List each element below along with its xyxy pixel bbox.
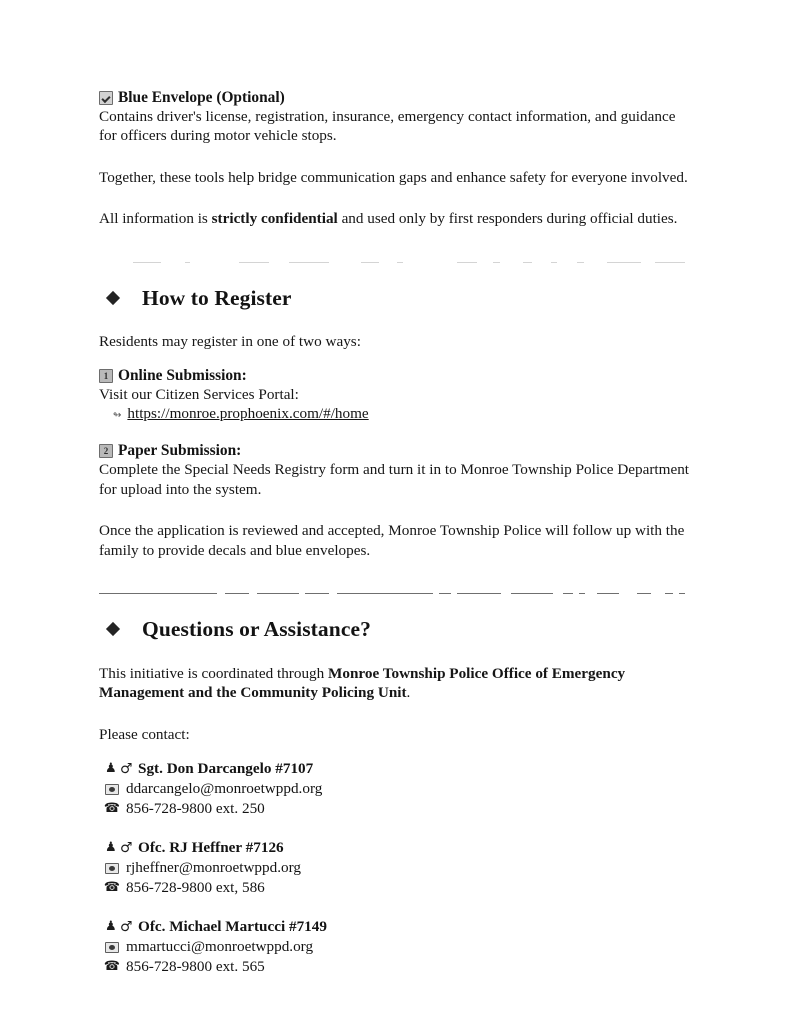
questions-heading	[99, 616, 691, 642]
please-contact-label: Please contact:	[99, 725, 190, 743]
police-officer-icon: ♟	[105, 761, 117, 777]
contact-email[interactable]: mmartucci@monroetwppd.org	[126, 938, 314, 956]
email-icon	[105, 784, 119, 795]
police-officer-icon: ♟	[105, 840, 117, 856]
contact-email[interactable]: rjheffner@monroetwppd.org	[126, 859, 301, 877]
police-officer-icon: ♟	[105, 919, 117, 935]
male-symbol-icon: ♂	[120, 840, 133, 857]
paper-submission-body: Complete the Special Needs Registry form and turn it in to Monroe Township Police Department for upload into the system.	[99, 461, 690, 498]
contact-phone-row[interactable]	[105, 957, 691, 977]
paper-submission-heading	[99, 441, 691, 460]
online-submission-heading	[99, 366, 691, 385]
monitor-icon: 1	[99, 369, 113, 383]
contact-name: Ofc. Michael Martucci #7149	[138, 918, 327, 936]
contact-name: Ofc. RJ Heffner #7126	[138, 839, 284, 857]
email-icon	[105, 942, 119, 953]
online-submission-heading-label: Online Submission:	[118, 367, 247, 385]
coordinated-paragraph	[99, 664, 691, 703]
section-divider-top	[99, 259, 691, 267]
contact-name-row	[105, 759, 691, 779]
contact-phone[interactable]: 856-728-9800 ext, 586	[126, 879, 265, 897]
contact-name: Sgt. Don Darcangelo #7107	[138, 760, 314, 778]
how-to-register-heading	[99, 285, 691, 311]
how-to-register-heading-label: How to Register	[142, 285, 292, 310]
email-icon	[105, 863, 119, 874]
coordinated-suffix: .	[406, 684, 411, 702]
contact-email-row[interactable]	[105, 779, 691, 799]
confidential-prefix: All information is	[99, 210, 212, 228]
portal-link-line[interactable]	[113, 404, 691, 426]
diamond-bullet-icon	[106, 291, 120, 305]
document-content	[99, 88, 691, 977]
contact-phone[interactable]: 856-728-9800 ext. 565	[126, 958, 265, 976]
phone-icon: ☎	[103, 801, 120, 817]
phone-icon: ☎	[103, 959, 120, 975]
online-submission-body: Visit our Citizen Services Portal:	[99, 386, 299, 404]
contact-email-row[interactable]	[105, 937, 691, 957]
checkbox-checked-icon	[99, 91, 113, 105]
register-intro: Residents may register in one of two ways:	[99, 332, 361, 350]
contact-phone-row[interactable]	[105, 878, 691, 898]
blue-envelope-heading	[99, 88, 691, 107]
link-icon: ↬	[113, 410, 122, 422]
section-divider-bottom	[99, 590, 691, 598]
together-paragraph: Together, these tools help bridge communication gaps and enhance safety for everyone involved.	[99, 168, 688, 186]
coordinated-bold: Monroe Township Police Office of Emergency Management and the Community Policing Unit	[99, 665, 626, 702]
coordinated-prefix: This initiative is coordinated through	[99, 665, 329, 683]
confidential-suffix: and used only by first responders during official duties.	[337, 210, 678, 228]
document-icon: 2	[99, 444, 113, 458]
male-symbol-icon: ♂	[120, 919, 133, 936]
contact-card	[99, 838, 691, 898]
contact-name-row	[105, 838, 691, 858]
male-symbol-icon: ♂	[120, 761, 133, 778]
confidential-paragraph	[99, 209, 691, 228]
questions-heading-label: Questions or Assistance?	[142, 617, 371, 642]
confidential-bold: strictly confidential	[211, 210, 338, 228]
citizen-services-portal-url[interactable]: https://monroe.prophoenix.com/#/home	[127, 405, 369, 423]
phone-icon: ☎	[103, 880, 120, 896]
contact-email-row[interactable]	[105, 858, 691, 878]
followup-paragraph: Once the application is reviewed and accepted, Monroe Township Police will follow up with the family to provide decals and blue envelopes.	[99, 522, 685, 559]
blue-envelope-heading-label: Blue Envelope (Optional)	[118, 89, 285, 106]
contact-email[interactable]: ddarcangelo@monroetwppd.org	[126, 780, 323, 798]
diamond-bullet-icon	[106, 622, 120, 636]
contact-phone-row[interactable]	[105, 799, 691, 819]
contact-card	[99, 917, 691, 977]
contact-name-row	[105, 917, 691, 937]
blue-envelope-body: Contains driver's license, registration, insurance, emergency contact information, and guidance for officers during motor vehicle stops.	[99, 108, 676, 145]
contact-phone[interactable]: 856-728-9800 ext. 250	[126, 800, 265, 818]
paper-submission-heading-label: Paper Submission:	[118, 442, 242, 460]
contact-card	[99, 759, 691, 819]
